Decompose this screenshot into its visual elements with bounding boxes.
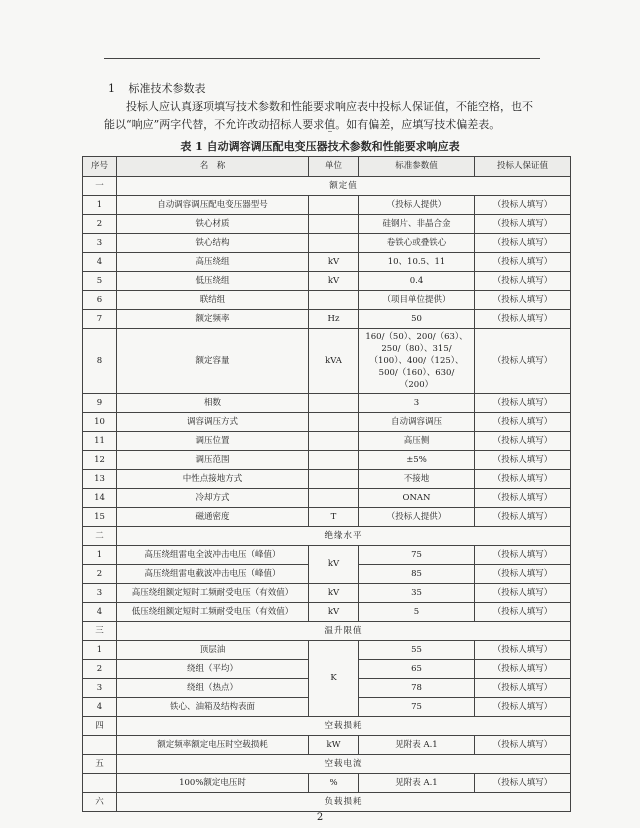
row-name: 铁心、油箱及结构表面 [117, 698, 309, 717]
row-bid: （投标人填写） [475, 679, 571, 698]
section-number: 1 [108, 82, 115, 95]
section-row [83, 527, 571, 546]
row-standard: （投标人提供） [359, 196, 475, 215]
row-name: 高压绕组雷电全波冲击电压（峰值） [117, 546, 309, 565]
row-bid: （投标人填写） [475, 310, 571, 329]
row-standard: 10、10.5、11 [359, 253, 475, 272]
table-row [83, 272, 571, 291]
table-row [83, 470, 571, 489]
section-title: 标准技术参数表 [128, 82, 206, 95]
section-heading [108, 80, 206, 96]
row-unit [309, 394, 359, 413]
row-unit: kV [309, 272, 359, 291]
row-unit: kVA [309, 329, 359, 394]
table-row [83, 736, 571, 755]
row-no: 2 [83, 565, 117, 584]
row-name: 调容调压方式 [117, 413, 309, 432]
row-standard: 高压侧 [359, 432, 475, 451]
section-title: 温升限值 [117, 622, 571, 641]
row-name: 磁通密度 [117, 508, 309, 527]
row-no: 12 [83, 451, 117, 470]
table-header-row [83, 157, 571, 177]
table-row [83, 584, 571, 603]
header-rule [104, 58, 540, 59]
row-standard: 35 [359, 584, 475, 603]
table-row [83, 546, 571, 565]
row-name: 铁心材质 [117, 215, 309, 234]
table-row [83, 413, 571, 432]
row-unit [309, 215, 359, 234]
row-unit: % [309, 774, 359, 793]
section-no: 一 [83, 177, 117, 196]
section-no: 四 [83, 717, 117, 736]
table-row [83, 196, 571, 215]
row-name: 低压绕组 [117, 272, 309, 291]
row-name: 高压绕组额定短时工频耐受电压（有效值） [117, 584, 309, 603]
row-name: 顶层油 [117, 641, 309, 660]
row-name: 额定频率 [117, 310, 309, 329]
table-row [83, 329, 571, 394]
table-row [83, 291, 571, 310]
row-no: 7 [83, 310, 117, 329]
section-row [83, 793, 571, 812]
row-no: 13 [83, 470, 117, 489]
row-no: 3 [83, 679, 117, 698]
row-no: 1 [83, 546, 117, 565]
row-name: 调压位置 [117, 432, 309, 451]
row-unit [309, 234, 359, 253]
row-no: 3 [83, 234, 117, 253]
scan-mark [328, 131, 332, 132]
table-row [83, 310, 571, 329]
row-bid: （投标人填写） [475, 546, 571, 565]
row-bid: （投标人填写） [475, 451, 571, 470]
section-no: 三 [83, 622, 117, 641]
row-bid: （投标人填写） [475, 234, 571, 253]
table-row [83, 394, 571, 413]
section-title: 空载电流 [117, 755, 571, 774]
row-no: 2 [83, 660, 117, 679]
row-name: 100%额定电压时 [117, 774, 309, 793]
row-name: 联结组 [117, 291, 309, 310]
row-name: 高压绕组 [117, 253, 309, 272]
row-bid: （投标人填写） [475, 736, 571, 755]
row-standard: 3 [359, 394, 475, 413]
row-unit: kV [309, 584, 359, 603]
row-name: 绕组（热点） [117, 679, 309, 698]
row-unit [309, 196, 359, 215]
row-standard: （项目单位提供） [359, 291, 475, 310]
row-unit: kW [309, 736, 359, 755]
row-name: 相数 [117, 394, 309, 413]
table-row [83, 432, 571, 451]
row-standard: 0.4 [359, 272, 475, 291]
table-row [83, 451, 571, 470]
row-no: 1 [83, 196, 117, 215]
row-no: 8 [83, 329, 117, 394]
row-name: 中性点接地方式 [117, 470, 309, 489]
section-title: 负载损耗 [117, 793, 571, 812]
row-no: 11 [83, 432, 117, 451]
row-name: 自动调容调压配电变压器型号 [117, 196, 309, 215]
row-no: 3 [83, 584, 117, 603]
section-row [83, 755, 571, 774]
row-no: 2 [83, 215, 117, 234]
row-name: 铁心结构 [117, 234, 309, 253]
row-bid: （投标人填写） [475, 215, 571, 234]
table-row [83, 508, 571, 527]
row-standard: 见附表 A.1 [359, 774, 475, 793]
section-row [83, 717, 571, 736]
row-standard: 5 [359, 603, 475, 622]
row-bid: （投标人填写） [475, 660, 571, 679]
row-bid: （投标人填写） [475, 432, 571, 451]
col-header-name: 名 称 [117, 157, 309, 177]
table-row [83, 489, 571, 508]
row-unit [309, 291, 359, 310]
row-no: 6 [83, 291, 117, 310]
row-unit: kV [309, 603, 359, 622]
section-no: 六 [83, 793, 117, 812]
row-standard: 见附表 A.1 [359, 736, 475, 755]
page-number: 2 [316, 812, 324, 823]
row-unit: Hz [309, 310, 359, 329]
row-name: 调压范围 [117, 451, 309, 470]
row-bid: （投标人填写） [475, 584, 571, 603]
col-header-standard: 标准参数值 [359, 157, 475, 177]
row-name: 额定容量 [117, 329, 309, 394]
row-bid: （投标人填写） [475, 489, 571, 508]
row-standard: 50 [359, 310, 475, 329]
row-name: 冷却方式 [117, 489, 309, 508]
row-unit: kV [309, 253, 359, 272]
row-no [83, 774, 117, 793]
row-standard: 自动调容调压 [359, 413, 475, 432]
section-no: 五 [83, 755, 117, 774]
row-bid: （投标人填写） [475, 470, 571, 489]
row-unit [309, 470, 359, 489]
row-no: 14 [83, 489, 117, 508]
row-standard: 65 [359, 660, 475, 679]
row-no [83, 736, 117, 755]
row-no: 10 [83, 413, 117, 432]
row-bid: （投标人填写） [475, 698, 571, 717]
row-standard: 160/（50）、200/（63）、250/（80）、315/（100）、400/（125）、500/（160）、630/（200） [359, 329, 475, 394]
row-name: 高压绕组雷电截波冲击电压（峰值） [117, 565, 309, 584]
row-standard: 85 [359, 565, 475, 584]
section-title: 额定值 [117, 177, 571, 196]
row-unit [309, 432, 359, 451]
row-bid: （投标人填写） [475, 508, 571, 527]
row-bid: （投标人填写） [475, 291, 571, 310]
row-name: 绕组（平均） [117, 660, 309, 679]
row-standard: 75 [359, 698, 475, 717]
row-bid: （投标人填写） [475, 329, 571, 394]
table-row [83, 641, 571, 660]
section-title: 空载损耗 [117, 717, 571, 736]
row-bid: （投标人填写） [475, 196, 571, 215]
spec-response-table [82, 156, 571, 812]
row-bid: （投标人填写） [475, 253, 571, 272]
instruction-paragraph: 投标人应认真逐项填写技术参数和性能要求响应表中投标人保证值，不能空格，也不能以“响应”两字代替，不允许改动招标人要求值。如有偏差，应填写技术偏差表。 [104, 100, 533, 131]
row-bid: （投标人填写） [475, 603, 571, 622]
row-unit [309, 413, 359, 432]
table-row [83, 215, 571, 234]
row-bid: （投标人填写） [475, 565, 571, 584]
row-unit [309, 451, 359, 470]
col-header-no: 序号 [83, 157, 117, 177]
row-unit: T [309, 508, 359, 527]
row-no: 4 [83, 698, 117, 717]
row-no: 4 [83, 253, 117, 272]
col-header-bid: 投标人保证值 [475, 157, 571, 177]
section-no: 二 [83, 527, 117, 546]
table-row [83, 234, 571, 253]
section-title: 绝缘水平 [117, 527, 571, 546]
section-row [83, 622, 571, 641]
row-bid: （投标人填写） [475, 774, 571, 793]
row-bid: （投标人填写） [475, 641, 571, 660]
table-row [83, 774, 571, 793]
row-standard: 55 [359, 641, 475, 660]
table-row [83, 253, 571, 272]
row-no: 1 [83, 641, 117, 660]
row-bid: （投标人填写） [475, 272, 571, 291]
row-no: 4 [83, 603, 117, 622]
row-no: 15 [83, 508, 117, 527]
row-unit: kV [309, 546, 359, 584]
table-caption: 表 1 自动调容调压配电变压器技术参数和性能要求响应表 [180, 140, 460, 153]
row-standard: 78 [359, 679, 475, 698]
section-row [83, 177, 571, 196]
row-standard: ±5% [359, 451, 475, 470]
row-no: 5 [83, 272, 117, 291]
row-standard: 不接地 [359, 470, 475, 489]
row-name: 低压绕组额定短时工频耐受电压（有效值） [117, 603, 309, 622]
col-header-unit: 单位 [309, 157, 359, 177]
row-standard: 75 [359, 546, 475, 565]
table-row [83, 603, 571, 622]
row-no: 9 [83, 394, 117, 413]
row-standard: （投标人提供） [359, 508, 475, 527]
row-bid: （投标人填写） [475, 413, 571, 432]
row-standard: 硅钢片、非晶合金 [359, 215, 475, 234]
row-standard: ONAN [359, 489, 475, 508]
row-unit [309, 489, 359, 508]
row-bid: （投标人填写） [475, 394, 571, 413]
row-unit: K [309, 641, 359, 717]
row-standard: 卷铁心或叠铁心 [359, 234, 475, 253]
row-name: 额定频率额定电压时空载损耗 [117, 736, 309, 755]
